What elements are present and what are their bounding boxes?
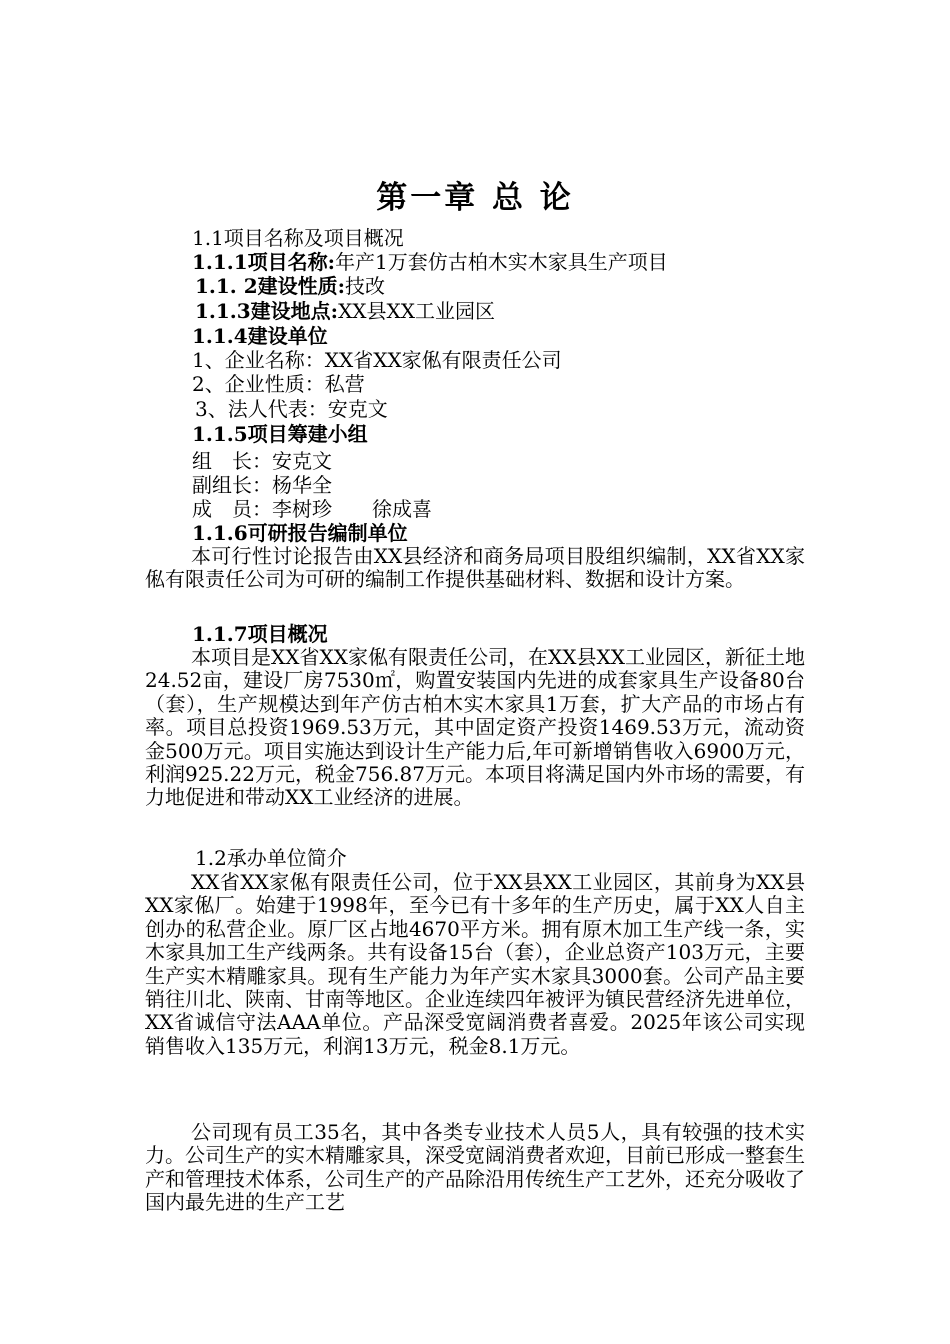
construction-site-label: 1.1.3建设地点: xyxy=(195,299,339,323)
chapter-title: 第一章 总 论 xyxy=(376,180,574,216)
construction-nature-value: 技改 xyxy=(345,274,386,298)
report-unit-paragraph: 本可行性讨论报告由XX县经济和商务局项目股组织编制，XX省XX家俬有限责任公司为可研的编制工作提供基础材料、数据和设计方案。 xyxy=(145,544,805,592)
group-members: 成 员：李树珍 徐成喜 xyxy=(192,497,432,521)
company-nature-item: 2、企业性质：私营 xyxy=(192,372,365,396)
construction-unit-heading: 1.1.4建设单位 xyxy=(192,324,328,348)
section-heading-1-1: 1.1项目名称及项目概况 xyxy=(192,226,404,250)
report-unit-heading: 1.1.6可研报告编制单位 xyxy=(192,521,408,545)
construction-nature-line xyxy=(195,274,385,298)
project-name-value: 年产1万套仿古柏木实木家具生产项目 xyxy=(335,250,668,274)
company-intro-paragraph-2: 公司现有员工35名，其中各类专业技术人员5人，具有较强的技术实力。公司生产的实木精雕家具，深受宽阔消费者欢迎，目前已形成一整套生产和管理技术体系，公司生产的产品除沿用传统生产工艺外，还充分吸收了国内最先进的生产工艺 xyxy=(145,1120,805,1215)
section-heading-1-2: 1.2承办单位简介 xyxy=(195,846,347,870)
project-name-label: 1.1.1项目名称: xyxy=(192,250,336,274)
construction-site-line xyxy=(195,299,495,323)
group-deputy: 副组长：杨华全 xyxy=(192,473,332,497)
company-intro-paragraph-1: XX省XX家俬有限责任公司，位于XX县XX工业园区，其前身为XX县XX家俬厂。始建于1998年，至今已有十多年的生产历史，属于XX人自主创办的私营企业。原厂区占地4670平方米。拥有原木加工生产线一条，实木家具加工生产线两条。共有设备15台（套），企业总资产103万元，主要生产实木精雕家具。现有生产能力为年产实木家具3000套。公司产品主要销往川北、陕南、甘南等地区。企业连续四年被评为镇民营经济先进单位，XX省诚信守法AAA单位。产品深受宽阔消费者喜爱。2025年该公司实现销售收入135万元，利润13万元，税金8.1万元。 xyxy=(145,870,805,1058)
preparation-group-heading: 1.1.5项目筹建小组 xyxy=(192,422,368,446)
project-name-line xyxy=(192,250,668,274)
group-leader: 组 长：安克文 xyxy=(192,449,332,473)
company-name-item: 1、企业名称：XX省XX家俬有限责任公司 xyxy=(192,348,562,372)
construction-nature-label: 1.1. 2建设性质: xyxy=(195,274,346,298)
construction-site-value: XX县XX工业园区 xyxy=(338,299,496,323)
project-overview-heading: 1.1.7项目概况 xyxy=(192,622,328,646)
legal-representative-item: 3、法人代表：安克文 xyxy=(195,397,388,421)
project-overview-paragraph: 本项目是XX省XX家俬有限责任公司，在XX县XX工业园区，新征土地24.52亩，建设厂房7530㎡，购置安装国内先进的成套家具生产设备80台（套），生产规模达到年产仿古柏木实木家具1万套，扩大产品的市场占有率。项目总投资1969.53万元，其中固定资产投资1469.53万元，流动资金500万元。项目实施达到设计生产能力后,年可新增销售收入6900万元，利润925.22万元，税金756.87万元。本项目将满足国内外市场的需要，有力地促进和带动XX工业经济的进展。 xyxy=(145,645,805,810)
